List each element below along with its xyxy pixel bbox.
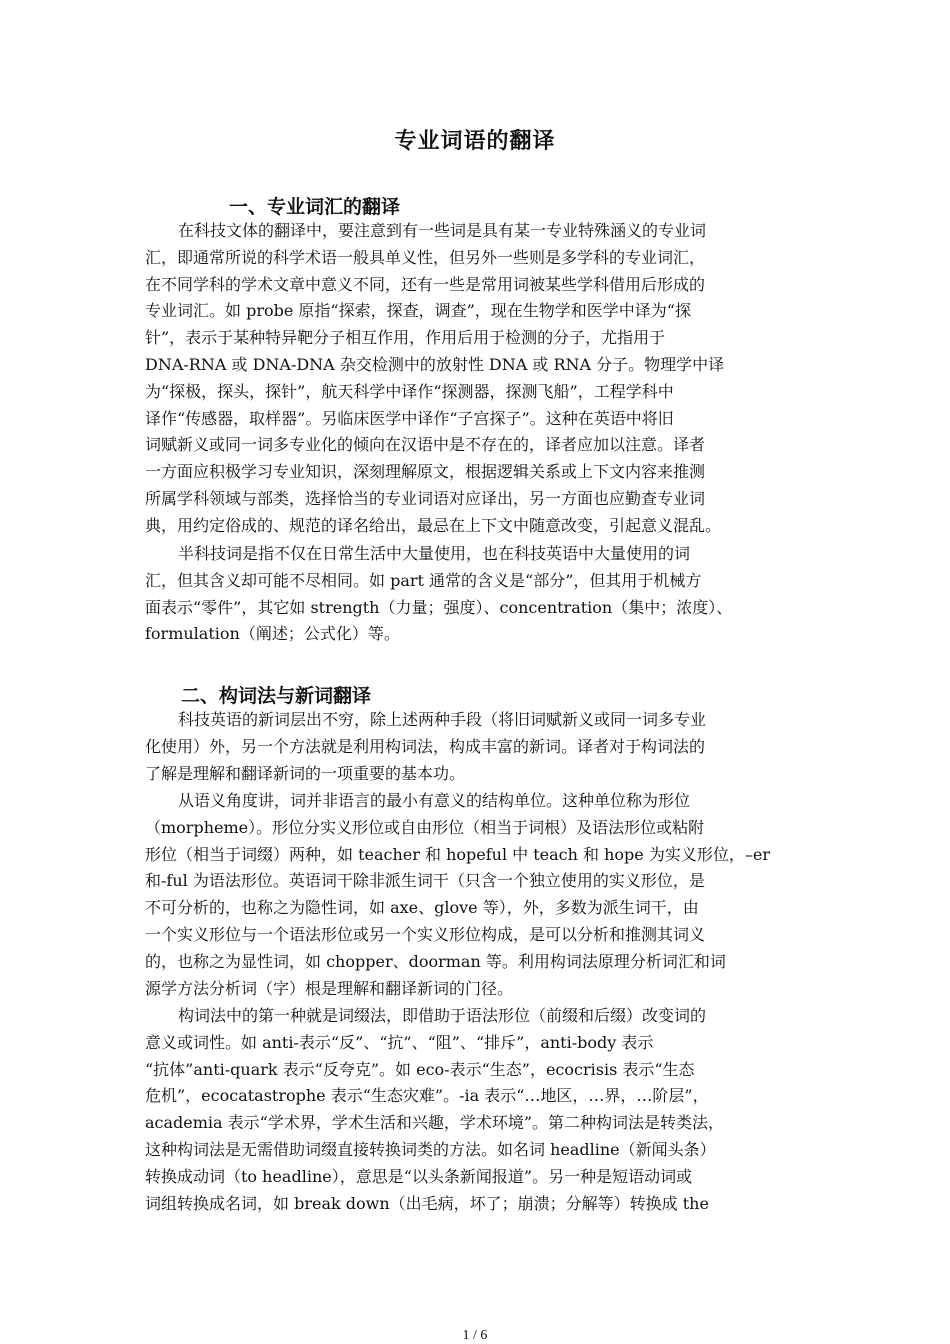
text-line: 专业词汇。如 probe 原指“探索，探查，调查”，现在生物学和医学中译为“探: [145, 301, 691, 321]
paragraph: [145, 541, 809, 648]
text-line: 典，用约定俗成的、规范的译名给出，最忌在上下文中随意改变，引起意义混乱。: [145, 515, 722, 535]
text-line: 半科技词是指不仅在日常生活中大量使用，也在科技英语中大量使用的词: [178, 544, 691, 563]
paragraph: [145, 707, 809, 787]
text-line: 转换成动词（to headline），意思是“以头条新闻报道”。另一种是短语动词或: [145, 1166, 693, 1186]
text-line: “抗体”anti-quark 表示“反夸克”。如 eco-表示“生态”，ecocrisis 表示“生态: [145, 1059, 695, 1079]
text-line: 和-ful 为语法形位。英语词干除非派生词干（只含一个独立使用的实义形位，是: [145, 871, 705, 891]
text-line: 了解是理解和翻译新词的一项重要的基本功。: [145, 763, 466, 783]
text-line: 译作“传感器，取样器”。另临床医学中译作“子宫探子”。这种在英语中将旧: [145, 408, 674, 428]
text-line: 汇，即通常所说的科学术语一般具单义性，但另外一些则是多学科的专业词汇，: [145, 247, 706, 267]
text-line: 在不同学科的学术文章中意义不同，还有一些是常用词被某些学科借用后形成的: [145, 274, 706, 294]
document-title: 专业词语的翻译: [394, 128, 556, 154]
text-line: 化使用）外，另一个方法就是利用构词法，构成丰富的新词。译者对于构词法的: [145, 736, 706, 756]
paragraph: [145, 1003, 809, 1217]
text-line: （morpheme）。形位分实义形位或自由形位（相当于词根）及语法形位或粘附: [145, 817, 705, 837]
text-line: 源学方法分析词（字）根是理解和翻译新词的门径。: [145, 978, 514, 998]
text-line: 的，也称之为显性词，如 chopper、doorman 等。利用构词法原理分析词汇和词: [145, 951, 726, 971]
text-line: 在科技文体的翻译中，要注意到有一些词是具有某一专业特殊涵义的专业词: [178, 221, 707, 240]
text-line: 一个实义形位与一个语法形位或另一个实义形位构成，是可以分析和推测其词义: [145, 924, 706, 944]
text-line: 所属学科领域与部类，选择恰当的专业词语对应译出，另一方面也应勤查专业词: [145, 488, 706, 508]
text-line: DNA-RNA 或 DNA-DNA 杂交检测中的放射性 DNA 或 RNA 分子。物理学中译: [145, 354, 725, 374]
text-line: 针”，表示于某种特异靶分子相互作用，作用后用于检测的分子，尤指用于: [145, 328, 666, 348]
text-line: academia 表示“学术界，学术生活和兴趣，学术环境”。第二种构词法是转类法，: [145, 1113, 725, 1133]
text-line: 构词法中的第一种就是词缀法，即借助于语法形位（前缀和后缀）改变词的: [178, 1006, 707, 1025]
text-line: 从语义角度讲，词并非语言的最小有意义的结构单位。这种单位称为形位: [178, 791, 691, 810]
text-line: formulation（阐述；公式化）等。: [145, 624, 400, 644]
text-line: 科技英语的新词层出不穷，除上述两种手段（将旧词赋新义或同一词多专业: [178, 710, 707, 729]
text-line: 危机”，ecocatastrophe 表示“生态灾难”。-ia 表示“…地区，…界，…阶层”，: [145, 1086, 709, 1106]
paragraph: [145, 788, 809, 1002]
text-line: 这种构词法是无需借助词缀直接转换词类的方法。如名词 headline（新闻头条）: [145, 1139, 716, 1159]
section-heading-1: 一、专业词汇的翻译: [229, 196, 401, 218]
paragraph: [145, 218, 809, 540]
text-line: 面表示“零件”，其它如 strength（力量；强度）、concentration（集中；浓度）、: [145, 597, 733, 617]
text-line: 汇，但其含义却可能不尽相同。如 part 通常的含义是“部分”，但其用于机械方: [145, 570, 702, 590]
text-line: 一方面应积极学习专业知识，深刻理解原文，根据逻辑关系或上下文内容来推测: [145, 462, 706, 482]
page-number: 1 / 6: [462, 1328, 488, 1343]
text-line: 词组转换成名词，如 break down（出毛病，坏了；崩溃；分解等）转换成 the: [145, 1193, 709, 1213]
text-line: 词赋新义或同一词多专业化的倾向在汉语中是不存在的，译者应加以注意。译者: [145, 435, 706, 455]
text-line: 意义或词性。如 anti-表示“反”、“抗”、“阻”、“排斥”，anti-body 表示: [145, 1032, 654, 1052]
text-line: 为“探极，探头，探针”，航天科学中译作“探测器，探测飞船”，工程学科中: [145, 381, 674, 401]
text-line: 不可分析的，也称之为隐性词，如 axe、glove 等），外，多数为派生词干，由: [145, 898, 699, 918]
text-line: 形位（相当于词缀）两种，如 teacher 和 hopeful 中 teach 和 hope 为实义形位，–er: [145, 844, 770, 864]
section-heading-2: 二、构词法与新词翻译: [181, 685, 372, 707]
